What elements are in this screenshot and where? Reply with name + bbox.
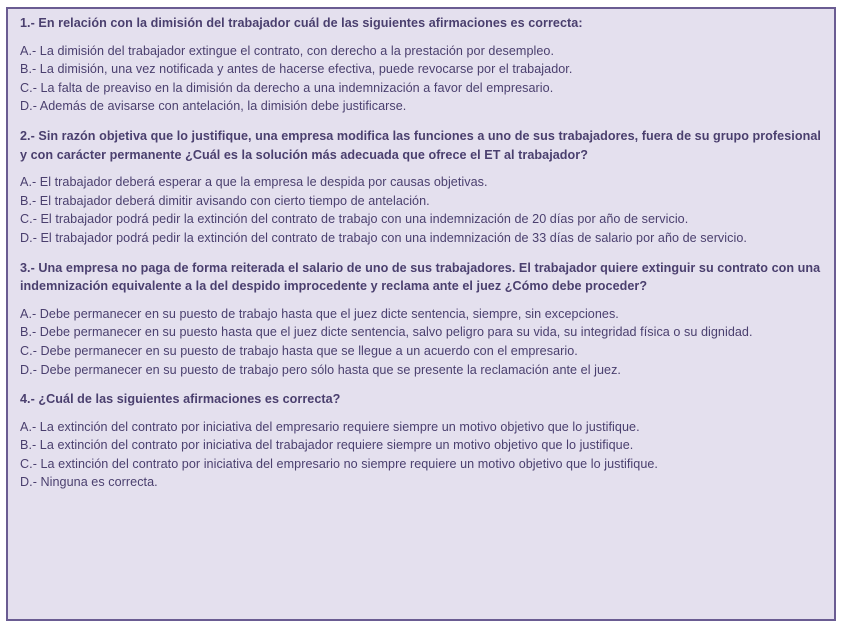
answer-options [20, 418, 822, 492]
answer-option-d: D.- Debe permanecer en su puesto de trabajo pero sólo hasta que se presente la reclamación ante el juez. [20, 362, 621, 377]
answer-option-d: D.- Además de avisarse con antelación, la dimisión debe justificarse. [20, 99, 407, 114]
answer-option-d: D.- Ninguna es correcta. [20, 475, 158, 490]
question-text: 4.- ¿Cuál de las siguientes afirmaciones es correcta? [20, 392, 341, 407]
answer-option-b: B.- La extinción del contrato por iniciativa del trabajador requiere siempre un motivo objetivo que lo justifique. [20, 438, 634, 453]
question-block-1 [20, 14, 822, 116]
question-text: 1.- En relación con la dimisión del trabajador cuál de las siguientes afirmaciones es correcta: [20, 16, 583, 30]
question-block-2 [20, 127, 822, 248]
answer-option-b: B.- El trabajador deberá dimitir avisando con cierto tiempo de antelación. [20, 193, 430, 208]
answer-option-a: A.- La extinción del contrato por iniciativa del empresario requiere siempre un motivo objetivo que lo justifique. [20, 419, 640, 434]
answer-options [20, 305, 822, 379]
answer-option-c: C.- La falta de preaviso en la dimisión da derecho a una indemnización a favor del empresario. [20, 80, 554, 95]
answer-option-d: D.- El trabajador podrá pedir la extinción del contrato de trabajo con una indemnización de 33 días de salario por año de servicio. [20, 230, 747, 245]
answer-option-c: C.- La extinción del contrato por iniciativa del empresario no siempre requiere un motivo objetivo que lo justifique. [20, 456, 658, 471]
answer-option-c: C.- El trabajador podrá pedir la extinción del contrato de trabajo con una indemnización de 20 días por año de servicio. [20, 212, 689, 227]
answer-option-a: A.- Debe permanecer en su puesto de trabajo hasta que el juez dicte sentencia, siempre, sin excepciones. [20, 306, 619, 321]
answer-options [20, 173, 822, 247]
quiz-panel [6, 7, 836, 621]
answer-option-a: A.- La dimisión del trabajador extingue el contrato, con derecho a la prestación por desempleo. [20, 43, 554, 58]
answer-options [20, 42, 822, 116]
question-block-4 [20, 390, 822, 492]
question-text: 2.- Sin razón objetiva que lo justifique, una empresa modifica las funciones a uno de sus trabajadores, fuera de su grupo profesional y con carácter permanente ¿Cuál es la solución más adecuada que ofrece el ET al trabajador? [20, 128, 821, 162]
answer-option-c: C.- Debe permanecer en su puesto de trabajo hasta que se llegue a un acuerdo con el empresario. [20, 343, 578, 358]
question-text: 3.- Una empresa no paga de forma reiterada el salario de uno de sus trabajadores. El trabajador quiere extinguir su contrato con una indemnización equivalente a la del despido improcedente y reclama ante el juez ¿Cómo debe proceder? [20, 260, 821, 294]
answer-option-a: A.- El trabajador deberá esperar a que la empresa le despida por causas objetivas. [20, 175, 488, 190]
question-block-3 [20, 259, 822, 380]
answer-option-b: B.- La dimisión, una vez notificada y antes de hacerse efectiva, puede revocarse por el trabajador. [20, 62, 573, 77]
answer-option-b: B.- Debe permanecer en su puesto hasta que el juez dicte sentencia, salvo peligro para su vida, su integridad física o su dignidad. [20, 325, 753, 340]
